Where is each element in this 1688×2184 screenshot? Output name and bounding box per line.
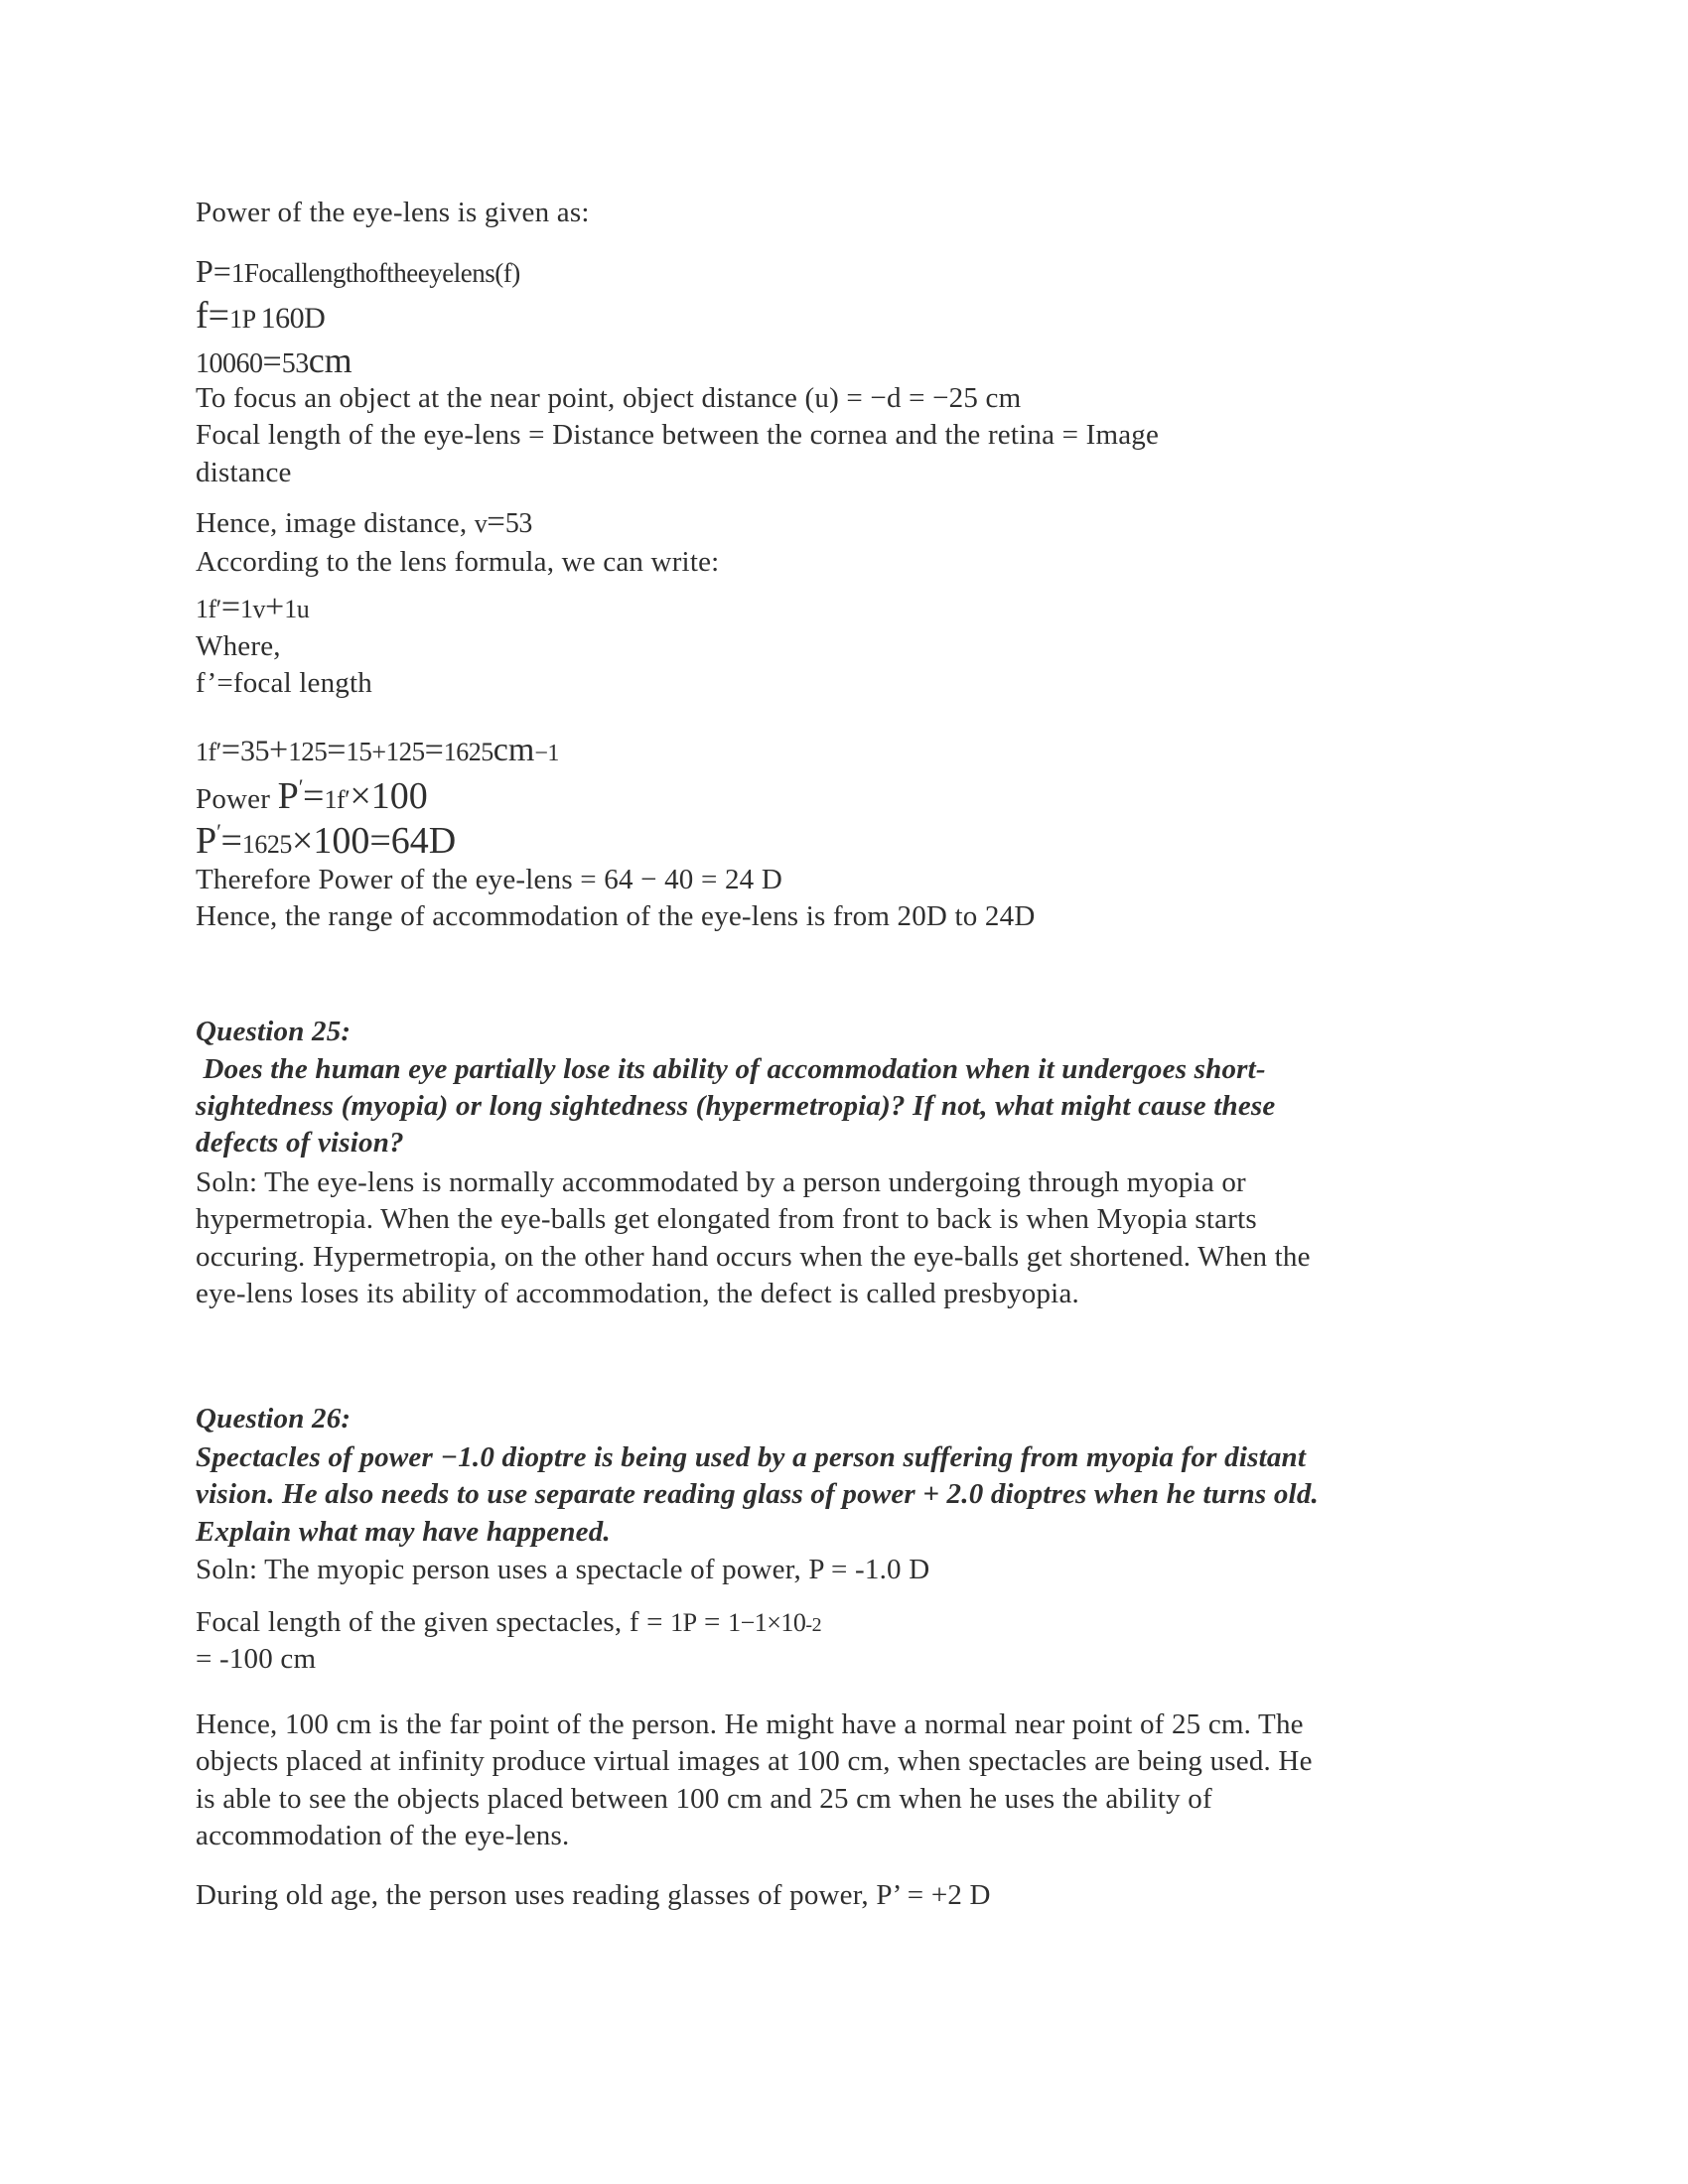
text-run: cm: [492, 732, 535, 768]
text-run: =: [327, 732, 347, 768]
text-run: Question 25:: [196, 1016, 352, 1047]
question-26-text: [196, 1480, 1319, 1509]
text-run: = -100 cm: [196, 1643, 317, 1675]
text-run: P: [196, 820, 217, 862]
body-line: [196, 866, 782, 894]
body-line: [196, 548, 719, 577]
text-run: Hence, 100 cm is the far point of the person. He might have a normal near point of 25 cm. The: [196, 1708, 1304, 1740]
text-run: 1v: [240, 595, 266, 623]
text-run: 10060: [196, 348, 263, 379]
question-25-text: [196, 1129, 404, 1158]
text-run: Focal length of the given spectacles, f =: [196, 1606, 671, 1638]
text-run: To focus an object at the near point, object distance (u) = −d = −25 cm: [196, 382, 1022, 414]
question-26-text: [196, 1443, 1306, 1472]
text-run: 1625: [241, 830, 292, 859]
text-run: Soln: The myopic person uses a spectacle of power, P = -1.0 D: [196, 1554, 930, 1585]
text-run: Does the human eye partially lose its ability of accommodation when it undergoes short-: [196, 1053, 1266, 1085]
formula-power-prime: [196, 776, 428, 815]
text-run: ×100: [350, 775, 428, 817]
text-run: Soln: The eye-lens is normally accommodated by a person undergoing through myopia or: [196, 1166, 1246, 1198]
text-run: cm: [308, 341, 352, 380]
solution-25-line: [196, 1243, 1311, 1272]
text-run: hypermetropia. When the eye-balls get elongated from front to back is when Myopia starts: [196, 1203, 1257, 1235]
text-run: =: [220, 589, 241, 625]
solution-26-line: [196, 1710, 1304, 1739]
solution-25-line: [196, 1205, 1257, 1234]
solution-25-line: [196, 1280, 1079, 1308]
text-run: =: [220, 820, 242, 862]
question-26-heading: [196, 1405, 351, 1433]
body-line: [196, 459, 292, 487]
text-run: Spectacles of power −1.0 dioptre is being used by a person suffering from myopia for distant: [196, 1441, 1307, 1473]
text-run: v: [474, 509, 488, 538]
text-run: ′: [298, 774, 304, 799]
text-run: 35: [240, 735, 270, 767]
formula-power: [196, 255, 520, 287]
text-run: =: [262, 343, 282, 380]
text-run: +: [265, 589, 285, 625]
body-line: [196, 384, 1021, 413]
text-run: ×100=64D: [291, 820, 457, 862]
formula-focal: [196, 297, 325, 335]
text-run: 1f′: [196, 738, 221, 766]
text-run: =: [303, 775, 325, 817]
formula-result-cm: [196, 342, 352, 379]
body-line: [196, 902, 1035, 931]
text-run: +: [269, 732, 289, 768]
text-run: 15: [346, 737, 372, 766]
text-run: P=: [196, 253, 231, 289]
text-run: =: [220, 732, 241, 768]
solution-26-line: [196, 1785, 1212, 1814]
body-line: [196, 632, 281, 661]
text-run: f=: [196, 295, 230, 337]
text-run: 1Focallengthoftheeyelens(f): [230, 258, 520, 288]
text-run: 125: [288, 737, 328, 766]
text-run: Explain what may have happened.: [196, 1516, 611, 1548]
formula-sum: [196, 734, 559, 767]
formula-lens: [196, 591, 309, 624]
text-run: f’=focal length: [196, 667, 372, 699]
question-25-text: [196, 1055, 1266, 1084]
question-25-text: [196, 1092, 1275, 1121]
formula-spectacles: [196, 1608, 821, 1637]
text-run: objects placed at infinity produce virtual images at 100 cm, when spectacles are being used. He: [196, 1745, 1313, 1777]
text-run: Power: [196, 783, 278, 815]
text-run: =: [696, 1606, 729, 1638]
text-run: accommodation of the eye-lens.: [196, 1820, 570, 1851]
text-run: =: [424, 732, 444, 768]
text-run: 1P: [229, 305, 255, 334]
intro-line: [196, 199, 590, 227]
text-run: Question 26:: [196, 1403, 352, 1434]
text-run: 1P: [670, 1608, 697, 1637]
text-run: During old age, the person uses reading glasses of power, P’ = +2 D: [196, 1879, 991, 1911]
text-run: eye-lens loses its ability of accommodation, the defect is called presbyopia.: [196, 1278, 1079, 1309]
body-line: [196, 421, 1159, 450]
text-run: Focal length of the eye-lens = Distance between the cornea and the retina = Image: [196, 419, 1160, 451]
solution-25-line: [196, 1168, 1246, 1197]
text-run: 1f′: [196, 595, 221, 623]
formula-power-value: [196, 821, 456, 860]
text-run: -2: [805, 1614, 822, 1636]
text-run: 125: [385, 737, 425, 766]
text-run: sightedness (myopia) or long sightedness (hypermetropia)? If not, what might cause these: [196, 1090, 1276, 1122]
text-run: 1−1×10: [728, 1608, 806, 1637]
solution-26-line: [196, 1881, 991, 1910]
text-run: vision. He also needs to use separate reading glass of power + 2.0 dioptres when he turns old.: [196, 1478, 1319, 1510]
text-run: 1u: [284, 595, 310, 623]
solution-26-line: [196, 1556, 929, 1584]
text-run: Hence, the range of accommodation of the eye-lens is from 20D to 24D: [196, 900, 1036, 932]
text-run: defects of vision?: [196, 1127, 404, 1159]
text-run: occuring. Hypermetropia, on the other hand occurs when the eye-balls get shortened. When the: [196, 1241, 1311, 1273]
text-run: According to the lens formula, we can write:: [196, 546, 720, 578]
formula-image-dist: [196, 506, 532, 539]
text-run: 53: [281, 348, 309, 379]
text-run: Hence, image distance,: [196, 507, 475, 539]
text-run: Power of the eye-lens is given as:: [196, 197, 590, 228]
text-run: +: [371, 738, 386, 766]
text-run: 1625: [443, 738, 493, 766]
question-25-heading: [196, 1018, 351, 1046]
text-run: =: [487, 504, 505, 540]
solution-26-line: [196, 1747, 1313, 1776]
solution-26-line: [196, 1822, 569, 1850]
text-run: 1f′: [324, 785, 351, 814]
text-run: distance: [196, 457, 292, 488]
text-run: 160D: [260, 302, 326, 335]
text-run: 53: [504, 508, 532, 539]
text-run: is able to see the objects placed between 100 cm and 25 cm when he uses the ability of: [196, 1783, 1212, 1815]
text-run: −1: [534, 741, 559, 766]
text-run: P: [277, 775, 299, 817]
text-run: Where,: [196, 630, 281, 662]
formula-spectacles-result: [196, 1645, 316, 1674]
body-line: [196, 669, 372, 698]
text-run: Therefore Power of the eye-lens = 64 − 40 = 24 D: [196, 864, 782, 895]
question-26-text: [196, 1518, 611, 1547]
text-run: ′: [216, 819, 221, 844]
